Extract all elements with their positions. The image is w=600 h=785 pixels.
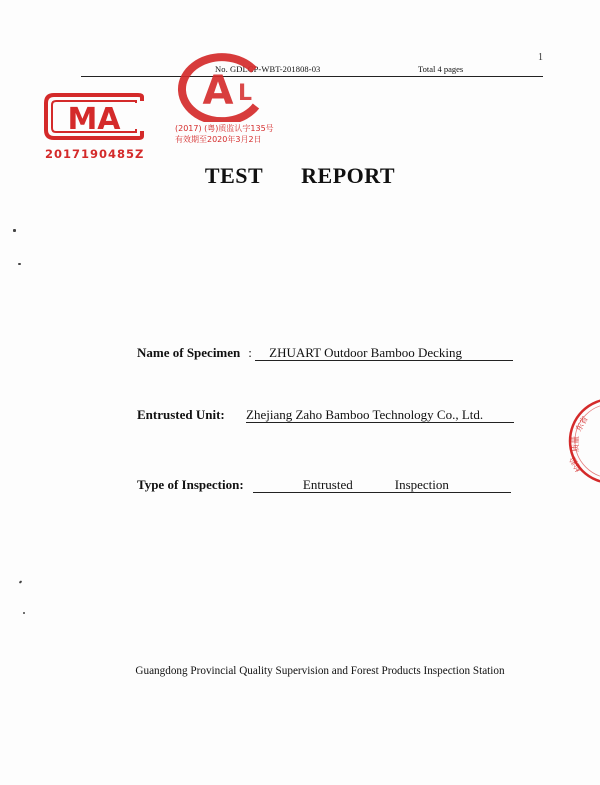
issuing-organization: Guangdong Provincial Quality Supervision and Forest Products Inspection Station	[135, 665, 505, 677]
svg-text:L: L	[238, 81, 253, 106]
page-number: 1	[538, 52, 543, 63]
svg-text:质量: 质量	[571, 436, 580, 452]
specimen-value-line	[255, 346, 513, 361]
document-number: No. GDLCP-WBT-201808-03	[215, 64, 321, 74]
scan-speck	[23, 612, 25, 614]
scan-speck	[18, 263, 21, 265]
total-pages: Total 4 pages	[418, 64, 464, 74]
entrusted-unit-label: Entrusted Unit:	[137, 407, 225, 422]
title-word-report: REPORT	[301, 163, 396, 188]
scan-speck	[19, 580, 23, 583]
specimen-row	[137, 345, 513, 361]
seal-stamp-icon	[568, 396, 600, 486]
cal-stamp-validity: 有效期至2020年3月2日	[175, 135, 262, 144]
inspection-type-row	[137, 477, 511, 493]
cma-code: 2017190485Z	[45, 147, 145, 161]
cal-stamp-icon	[172, 52, 264, 122]
title-word-test: TEST	[204, 163, 264, 188]
entrusted-unit-value: Zhejiang Zaho Bamboo Technology Co., Ltd.	[246, 408, 514, 423]
entrusted-unit-row	[137, 407, 514, 423]
inspection-type-value-b: Inspection	[394, 477, 449, 492]
cma-stamp-icon	[42, 93, 148, 140]
page-title	[0, 163, 600, 189]
svg-text:东省: 东省	[573, 414, 590, 433]
inspection-type-value-a: Entrusted	[302, 477, 353, 492]
inspection-type-label: Type of Inspection:	[137, 477, 244, 492]
svg-text:A: A	[202, 68, 234, 114]
header-divider	[81, 76, 543, 77]
specimen-label: Name of Specimen	[137, 345, 241, 360]
specimen-value: ZHUART Outdoor Bamboo Decking	[269, 345, 463, 360]
svg-text:检验: 检验	[568, 455, 584, 474]
scan-speck	[13, 229, 16, 232]
specimen-colon: :	[248, 345, 252, 360]
cal-stamp-cert-no: (2017) (粤)质监认字135号	[175, 124, 274, 133]
inspection-type-value-line	[253, 478, 511, 493]
svg-text:MA: MA	[67, 102, 121, 137]
